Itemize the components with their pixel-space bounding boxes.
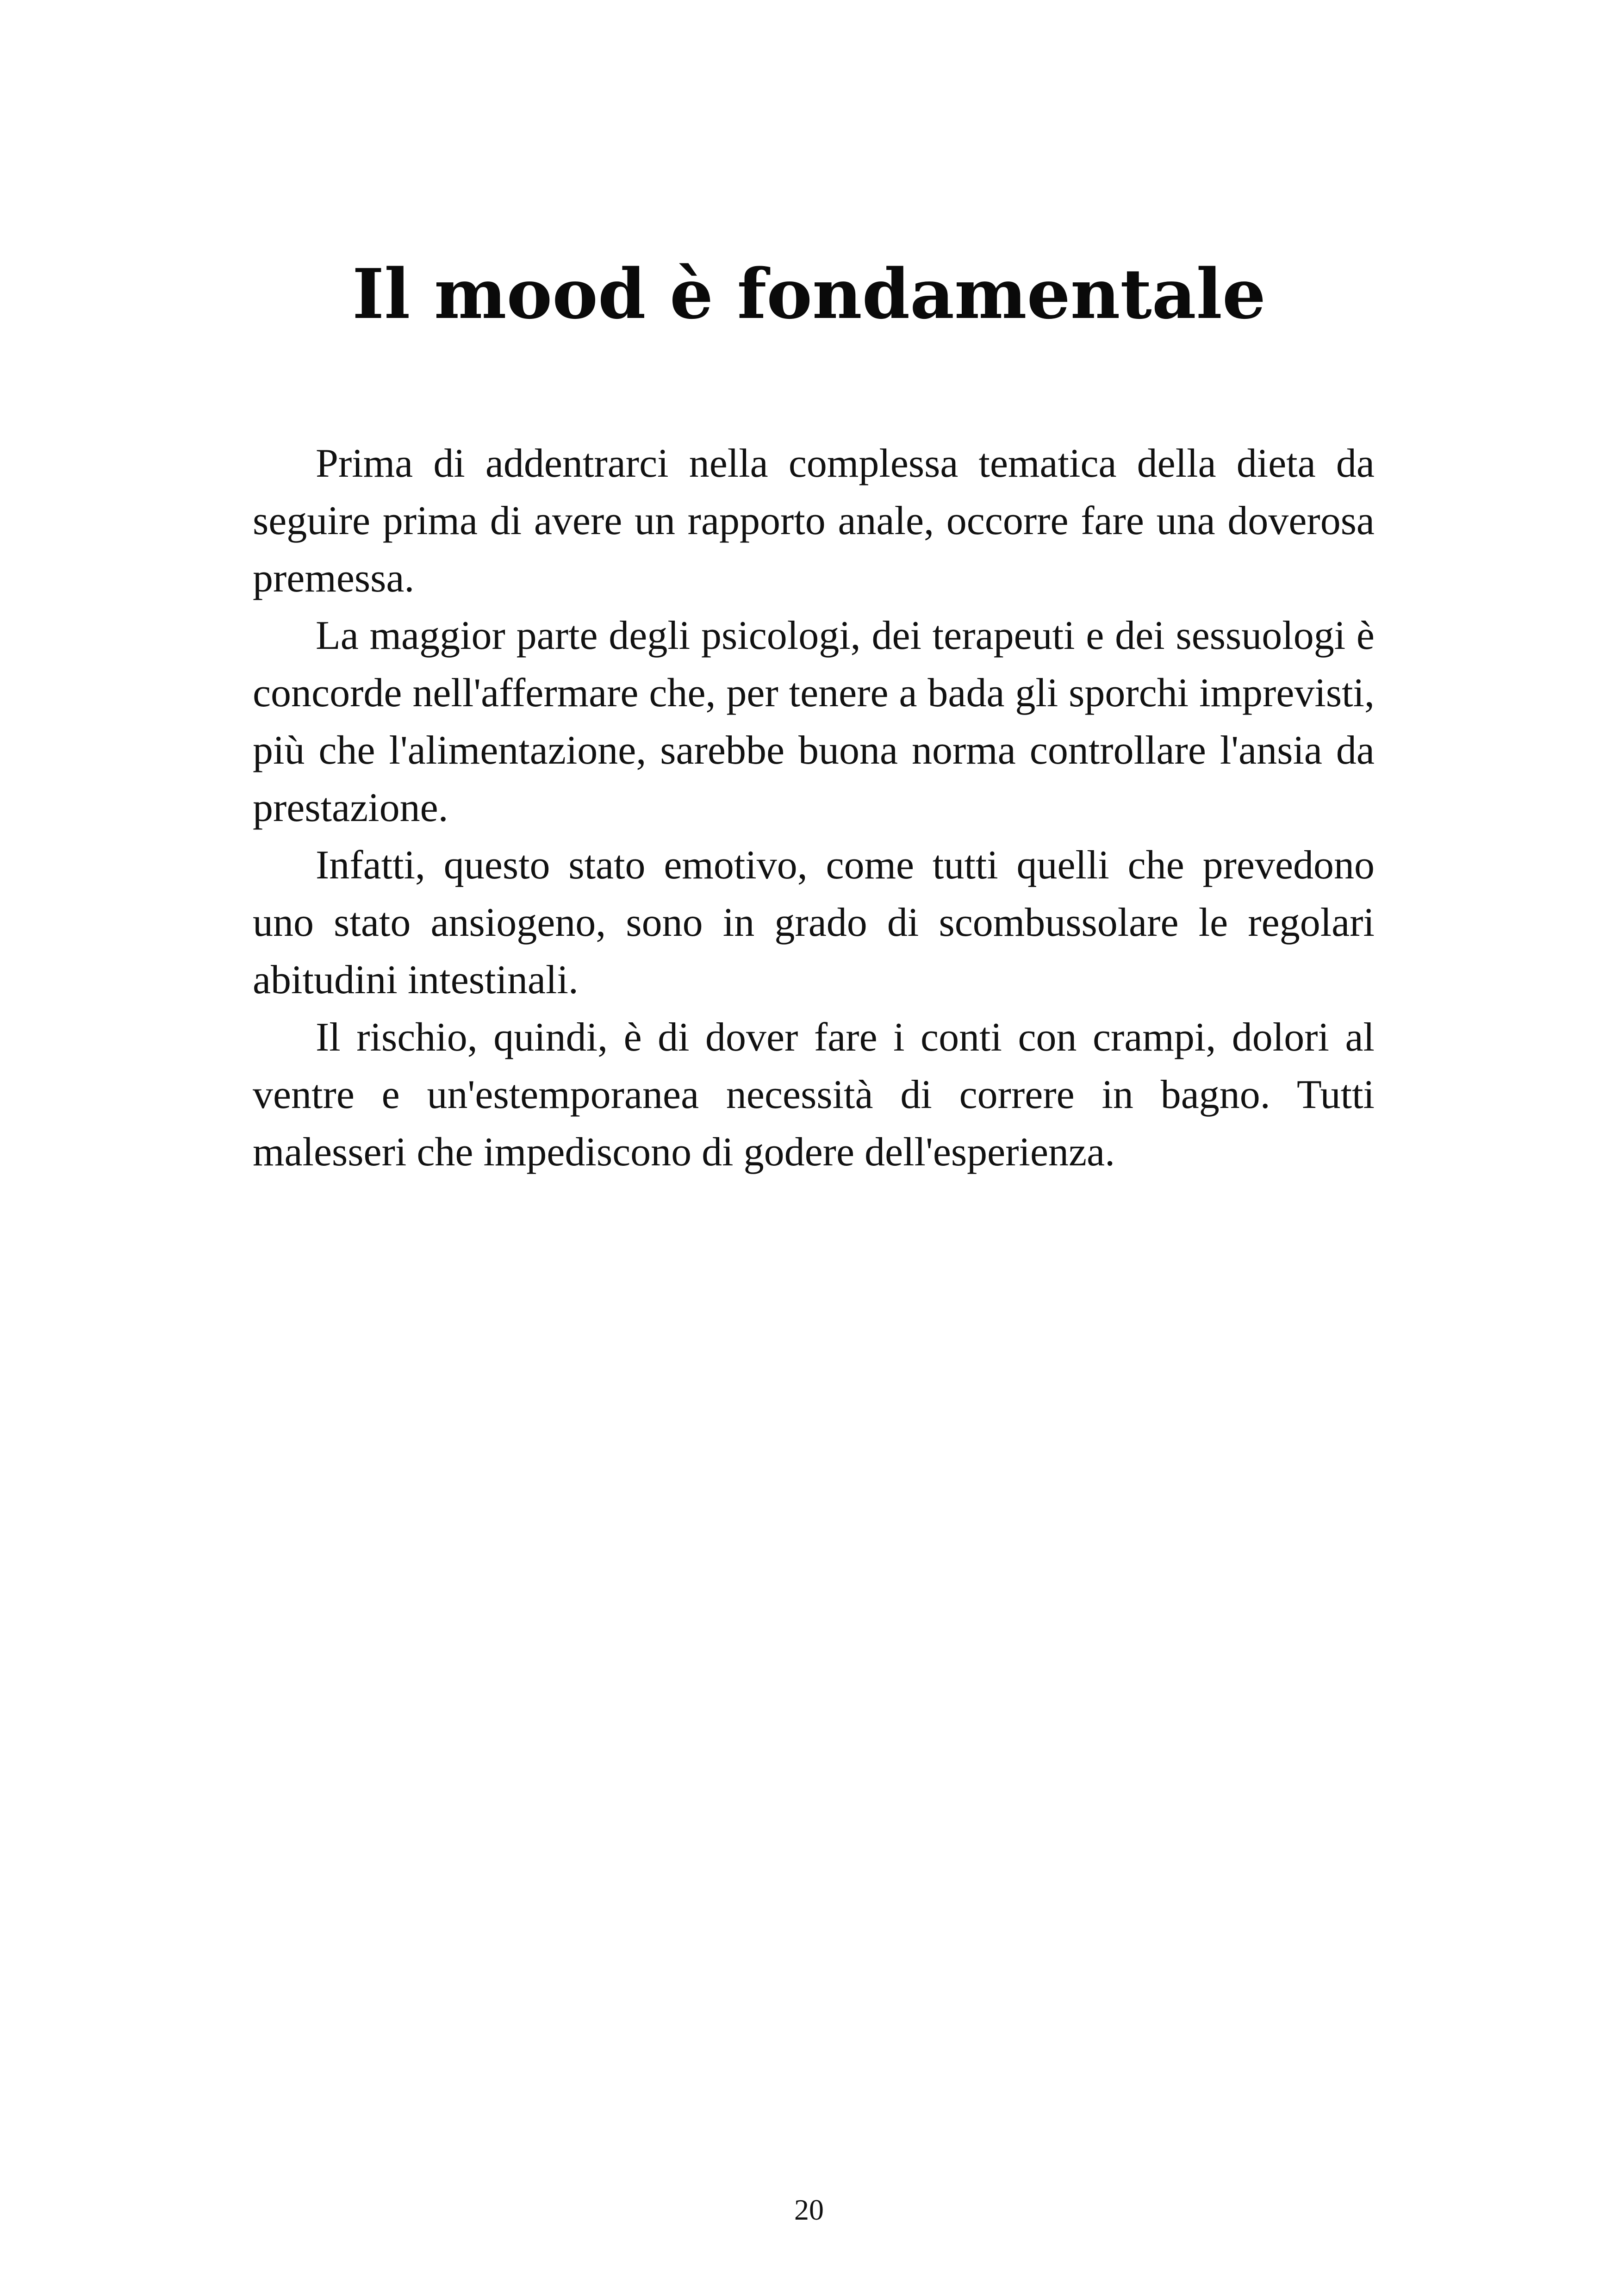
body-text (253, 435, 1375, 1181)
page-number: 20 (794, 2193, 824, 2226)
paragraph-2: La maggior parte degli psicologi, dei terapeuti e dei sessuologi è concorde nell'affermare che, per tenere a bada gli sporchi imprevisti, più che l'alimentazione, sarebbe buona norma controllare l'ansia da prestazione. (253, 613, 1375, 830)
paragraph-3: Infatti, questo stato emotivo, come tutti quelli che prevedono uno stato ansiogeno, sono in grado di scombussolare le regolari abitudini intestinali. (253, 843, 1375, 1002)
paragraph-1: Prima di addentrarci nella complessa tematica della dieta da seguire prima di avere un rapporto anale, occorre fare una doverosa premessa. (253, 441, 1375, 601)
page-title: Il mood è fondamentale (352, 254, 1266, 334)
paragraph-4: Il rischio, quindi, è di dover fare i conti con crampi, dolori al ventre e un'estemporanea necessità di correre in bagno. Tutti malesseri che impediscono di godere dell'esperienza. (253, 1015, 1375, 1175)
